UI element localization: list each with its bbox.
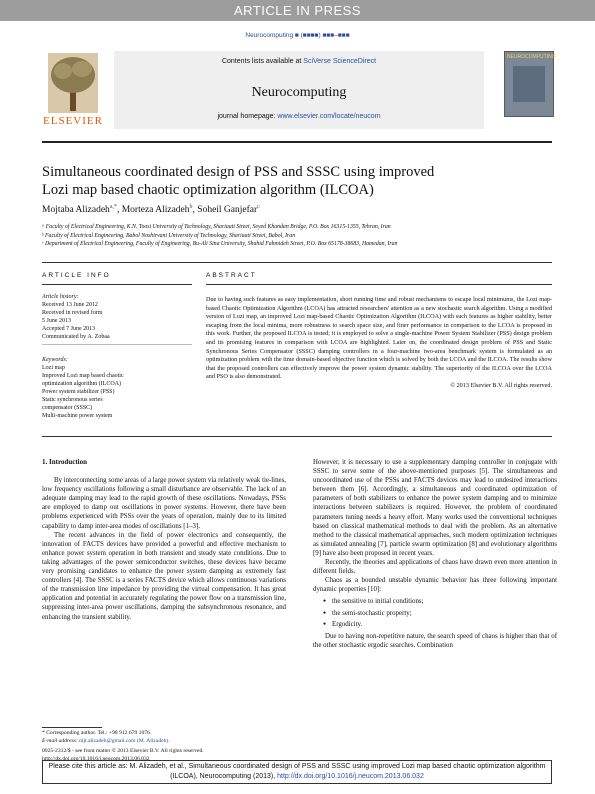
paragraph: Due to having non-repetitive nature, the search speed of chaos is higher than that of the other stochastic ergodic searches. Combination — [313, 633, 557, 650]
right-column — [313, 458, 557, 650]
introduction-heading: 1. Introduction — [42, 458, 87, 466]
front-matter: 0925-2312/$ - see front matter © 2013 Elsevier B.V. All rights reserved. — [42, 748, 204, 754]
paragraph: Recently, the theories and applications of chaos have drawn even more attention in different fields. — [313, 559, 557, 576]
journal-masthead — [114, 51, 484, 129]
paragraph: Chaos as a bounded unstable dynamic behavior has three following important dynamic properties [10]: — [313, 577, 557, 594]
journal-header — [42, 51, 556, 137]
author-3-sup[interactable]: c — [257, 204, 260, 210]
list-item: ● the sensitive to initial conditions; — [323, 597, 557, 606]
journal-cover-thumbnail[interactable] — [504, 51, 554, 117]
history-label: Article history: — [42, 294, 79, 300]
keywords — [42, 356, 192, 420]
chaos-properties-list — [313, 597, 557, 629]
article-in-press-banner: ARTICLE IN PRESS — [0, 0, 595, 21]
abstract-body — [206, 296, 552, 391]
footnote-rule — [42, 727, 102, 728]
contents-line — [114, 58, 484, 65]
article-info-rule — [42, 284, 192, 285]
abstract-text: Due to having such features as easy implementation, short running time and robust mechanisms to escape local minimums, the Lozi map-based Chaotic Optimization Algorithm (LCOA) has attracted researchers' attention as a new stochastic search algorithm. Using a modified version of Lozi map, an improved Lozi map-based Chaotic Optimization Algorithm (ILCOA) with such features as higher stability, better escaping from the local minima, more robustness to search space size, and finer performance in comparison to the LCOA is proposed in this work. Further, the proposed ILCOA is tested; it is employed to solve a single-machine Power System Stabilizer (PSS) design problem and its promising features in comparison with LCOA are highlighted. Later on, the coordinated design problem of PSS and Static Synchronous Series Compensator (SSSC) damping controllers in a four-machine two-area benchmark system is formulated as an optimization problem with the time domain-based objective function which is solved by both the LCOA and the ILCOA. The results show that the proposed controllers can effectively improve the power system dynamic stability. The superiority of the ILCOA over the LCOA and PSO is also demonstrated. — [206, 296, 552, 381]
email-label: E-mail address: — [42, 737, 78, 744]
running-head[interactable]: Neurocomputing ■ (■■■■) ■■■–■■■ — [245, 32, 350, 39]
author-2[interactable]: Morteza Alizadeh — [121, 205, 190, 216]
author-3[interactable]: Soheil Ganjefar — [197, 205, 258, 216]
history-item: Received in revised form — [42, 310, 103, 316]
title-line-1: Simultaneous coordinated design of PSS and SSSC using improved — [42, 164, 435, 180]
citation-text: Please cite this article as: M. Alizadeh, et al., Simultaneous coordinated design of PSS and SSSC using improved Lozi map based chaotic optimization algorithm (ILCOA), Neurocomputing (2013), — [48, 763, 546, 780]
email-line — [42, 738, 286, 746]
elsevier-wordmark: ELSEVIER — [43, 115, 103, 127]
list-item: ● Ergodicity. — [323, 620, 557, 629]
abstract-heading: ABSTRACT — [206, 272, 257, 279]
citation-box — [42, 760, 552, 784]
doi-line[interactable]: http://dx.doi.org/10.1016/j.neucom.2013.06.032 — [42, 755, 150, 762]
left-column — [42, 458, 286, 622]
cover-title: NEUROCOMPUTING — [507, 54, 556, 60]
affiliation-b: ᵇ Faculty of Electrical Engineering, Babol Noshirvani University of Technology, Shariaati Street, Babol, Iran — [42, 233, 296, 239]
keyword: Improved Lozi map based chaotic — [42, 373, 124, 379]
citation-doi-link[interactable]: http://dx.doi.org/10.1016/j.neucom.2013.06.032 — [277, 772, 424, 780]
affiliation-a: ᵃ Faculty of Electrical Engineering, K.N. Toosi University of Technology, Shariaati Street, Seyed Khandan Bridge, P.O. Box 16315-1355, Tehran, Iran — [42, 224, 391, 230]
paragraph: The recent advances in the field of power electronics and consequently, the innovation of FACTS devices have provided a powerful and effective mechanism to enhance power system operation in both transient and steady state conditions. Due to taking advantages of the power semiconductor switches, these devices have became very promising candidates to enhance the power system damping as extremely fast controllers [4]. The SSSC is a series FACTS device which allows continuous variations of the transmission line impedance by providing the virtual compensation. It has great application and potential in accurately regulating the power flow on a transmission line, suppressing inter-area power oscillations, damping the subsynchronous resonance, and enhancing the transient stability. — [42, 531, 286, 621]
history-item: Received 13 June 2012 — [42, 302, 98, 308]
copyright: © 2013 Elsevier B.V. All rights reserved. — [450, 381, 552, 389]
corresponding-author: * Corresponding author. Tel.: +98 912 679 1076. — [42, 730, 152, 736]
keyword: Lozi map — [42, 365, 65, 371]
history-item: 5 June 2013 — [42, 318, 71, 324]
paragraph: By interconnecting some areas of a large power system via relatively weak tie-lines, low frequency oscillations following a small disturbance are observable. The lack of an adequate damping may lead to the rapid growth of these oscillations. Nowadays, PSSs are employed to damp out oscillations in power systems. However, there have been problems experienced with PSSs over the years of operation, mainly due to its limited capability to damp inter-area modes of oscillations [1–3]. — [42, 477, 286, 530]
keyword: optimization algorithm (ILCOA) — [42, 381, 121, 387]
article-history — [42, 293, 192, 341]
keyword: compensator (SSSC) — [42, 405, 93, 411]
sciencedirect-link[interactable]: SciVerse ScienceDirect — [303, 58, 377, 65]
keyword: Multi-machine power system — [42, 413, 113, 419]
keyword: Static synchronous series — [42, 397, 103, 403]
author-1-sup[interactable]: a,* — [109, 204, 117, 210]
email-link[interactable]: mjt.alizadeh@gmail.com (M. Alizadeh). — [79, 737, 170, 744]
history-item: Communicated by A. Zobaa — [42, 334, 110, 340]
history-divider — [42, 344, 192, 345]
keyword: Power system stabilizer (PSS) — [42, 389, 115, 395]
keywords-label: Keywords: — [42, 357, 68, 363]
contents-prefix: Contents lists available at — [221, 58, 302, 65]
article-info-heading: ARTICLE INFO — [42, 272, 111, 279]
elsevier-logo[interactable] — [42, 51, 104, 133]
homepage-link[interactable]: www.elsevier.com/locate/neucom — [277, 113, 381, 120]
affil-rule — [42, 262, 552, 263]
cover-image — [513, 66, 545, 102]
footnote — [42, 730, 286, 763]
author-1[interactable]: Mojtaba Alizadeh — [42, 205, 110, 216]
homepage-prefix: journal homepage: — [217, 113, 276, 120]
abstract-bottom-rule — [42, 436, 552, 437]
journal-name: Neurocomputing — [251, 85, 347, 100]
affiliation-c: ᶜ Department of Electrical Engineering, Faculty of Engineering, Bu-Ali Sina University, Shahid Fahmideh Street, P.O. Box 65178-38683, Hamedan, Iran — [42, 241, 398, 247]
header-rule — [42, 141, 552, 143]
article-title — [42, 163, 552, 199]
title-line-2: Lozi map based chaotic optimization algorithm (ILCOA) — [42, 182, 374, 198]
homepage-line — [114, 113, 484, 120]
abstract-rule — [206, 284, 552, 285]
author-2-sup[interactable]: b — [189, 204, 193, 210]
list-item: ● the semi-stochastic property; — [323, 609, 557, 618]
author-list: Mojtaba Alizadeh$^{a,*}$, Morteza Alizadeh$^b$, Soheil Ganjefar$^c$ — [42, 204, 260, 216]
elsevier-tree-icon — [48, 53, 98, 113]
paragraph: However, it is necessary to use a supplementary damping controller in conjugate with SSSC to serve some of the above-mentioned purposes [5]. The simultaneous and uncoordinated use of the PSSs and FACTS devices may lead to undesired interactions between them [6]. Accordingly, a simultaneous and coordinated optimization of parameters of both stabilizers to enhance the power system damping and to minimize interactions between stabilizers is required. However, the problem of coordinated parameters tuning needs a heavy effort. Many works used the conventional techniques based on classical mathematical methods to deal with the problem. As an alternative method to the classical mathematical approaches, such modern optimization techniques as simulated annealing [7], particle swarm optimization [8] and evolutionary algorithms [9] have also been proposed in recent years. — [313, 459, 557, 557]
history-item: Accepted 7 June 2013 — [42, 326, 96, 332]
